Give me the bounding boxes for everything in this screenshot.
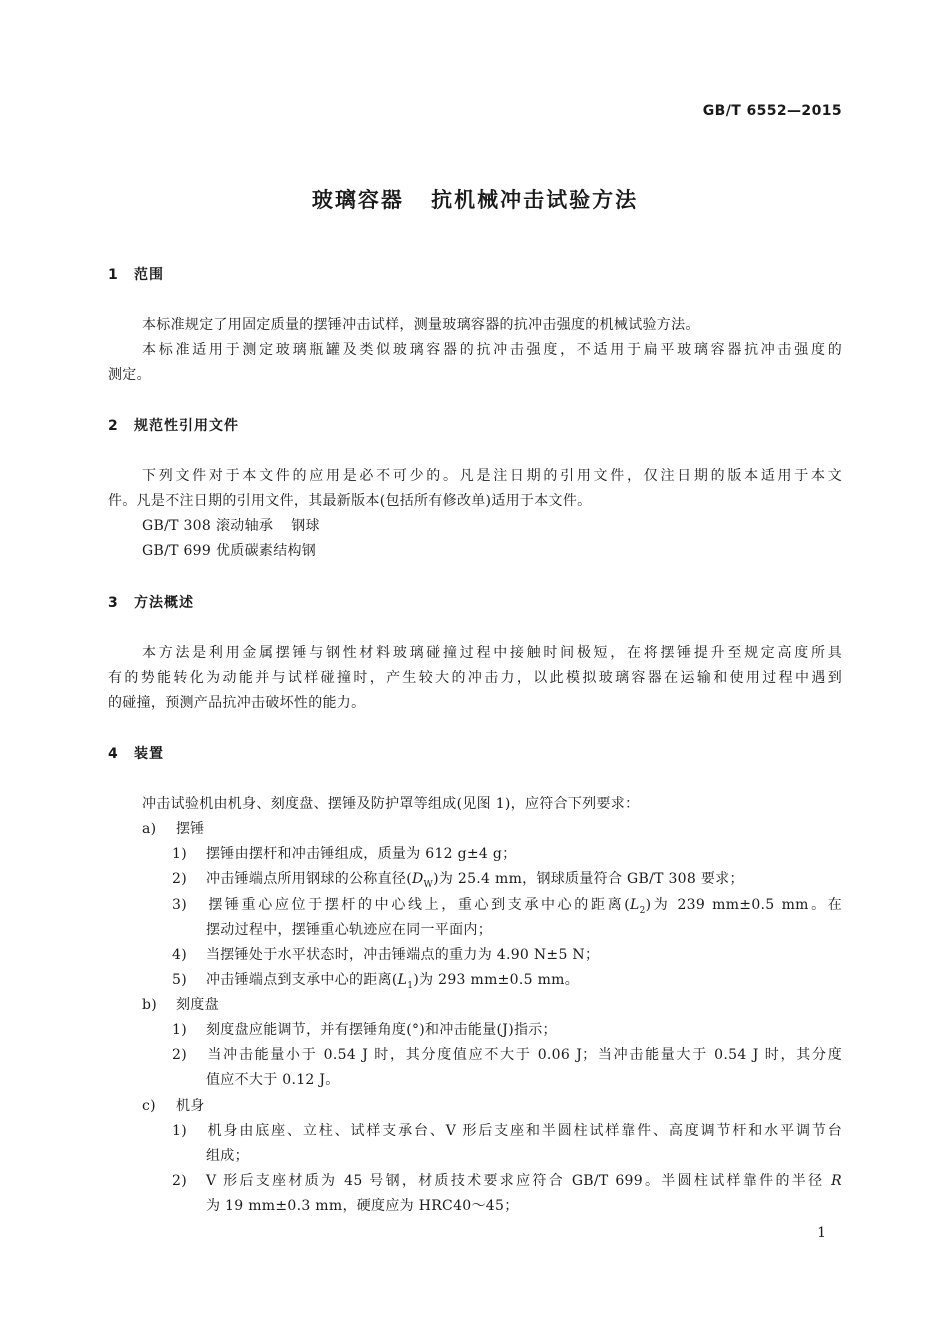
s2-paragraph-line-2: 件。凡是不注日期的引用文件，其最新版本(包括所有修改单)适用于本文件。 — [108, 493, 592, 509]
section-1-heading: 1 范围 — [108, 267, 164, 283]
title-sub: 抗机械冲击试验方法 — [431, 188, 639, 212]
list-b-dial: b) 刻度盘 — [142, 997, 219, 1013]
standard-code: GB/T 6552—2015 — [702, 103, 842, 119]
section-4-heading: 4 装置 — [108, 746, 164, 762]
s3-paragraph-line-3: 的碰撞，预测产品抗冲击破坏性的能力。 — [108, 695, 366, 711]
list-c-body: c) 机身 — [142, 1098, 205, 1114]
s4-intro: 冲击试验机由机身、刻度盘、摆锤及防护罩等组成(见图 1)，应符合下列要求： — [142, 796, 640, 812]
c-item-1-line-2: 组成； — [206, 1148, 249, 1164]
s1-paragraph-1: 本标准规定了用固定质量的摆锤冲击试样，测量玻璃容器的抗冲击强度的机械试验方法。 — [142, 317, 700, 333]
a-item-5: 5) 冲击锤端点到支承中心的距离$(L_1)$为 293 mm±0.5 mm。 — [172, 972, 580, 991]
a-item-3-line-2: 摆动过程中，摆锤重心轨迹应在同一平面内； — [206, 922, 492, 938]
c-item-2-line-1: 2) V 形后支座材质为 45 号钢，材质技术要求应符合 GB/T 699。半圆柱试样靠件的半径 R — [172, 1173, 842, 1189]
reference-gbt-699: GB/T 699 优质碳素结构钢 — [142, 543, 317, 559]
c-item-1-line-1: 1) 机身由底座、立柱、试样支承台、V 形后支座和半圆柱试样靠件、高度调节杆和水平调节台 — [172, 1123, 842, 1139]
page-number: 1 — [817, 1225, 826, 1241]
a-item-4: 4) 当摆锤处于水平状态时，冲击锤端点的重力为 4.90 N±5 N； — [172, 947, 600, 963]
s3-paragraph-line-2: 有的势能转化为动能并与试样碰撞时，产生较大的冲击力，以此模拟玻璃容器在运输和使用过程中遇到 — [108, 670, 842, 686]
s3-paragraph-line-1: 本方法是利用金属摆锤与钢性材料玻璃碰撞过程中接触时间极短，在将摆锤提升至规定高度所具 — [142, 645, 842, 661]
document-title — [0, 184, 950, 214]
b-item-2-line-1: 2) 当冲击能量小于 0.54 J 时，其分度值应不大于 0.06 J；当冲击能量大于 0.54 J 时，其分度 — [172, 1047, 842, 1063]
c-item-2-line-2: 为 19 mm±0.3 mm，硬度应为 HRC40～45； — [206, 1198, 519, 1214]
s1-paragraph-2-line-1: 本标准适用于测定玻璃瓶罐及类似玻璃容器的抗冲击强度，不适用于扁平玻璃容器抗冲击强度的 — [142, 342, 842, 358]
section-3-heading: 3 方法概述 — [108, 595, 194, 611]
b-item-2-line-2: 值应不大于 0.12 J。 — [206, 1072, 340, 1088]
list-a-pendulum: a) 摆锤 — [142, 821, 205, 837]
a-item-2: 2) 冲击锤端点所用钢球的公称直径$(D_W)$为 25.4 mm，钢球质量符合 GB/T 308 要求； — [172, 871, 744, 890]
s1-paragraph-2-line-2: 测定。 — [108, 367, 151, 383]
s2-paragraph-line-1: 下列文件对于本文件的应用是必不可少的。凡是注日期的引用文件，仅注日期的版本适用于本文 — [142, 468, 842, 484]
reference-gbt-308: GB/T 308 滚动轴承 钢球 — [142, 518, 320, 534]
b-item-1: 1) 刻度盘应能调节，并有摆锤角度(°)和冲击能量(J)指示； — [172, 1022, 557, 1038]
title-main: 玻璃容器 — [311, 188, 404, 212]
a-item-1: 1) 摆锤由摆杆和冲击锤组成，质量为 612 g±4 g； — [172, 846, 517, 862]
a-item-3-line-1: 3) 摆锤重心应位于摆杆的中心线上，重心到支承中心的距离$(L_2)$为 239 mm±0.5 mm。在 — [172, 897, 843, 916]
section-2-heading: 2 规范性引用文件 — [108, 418, 239, 434]
